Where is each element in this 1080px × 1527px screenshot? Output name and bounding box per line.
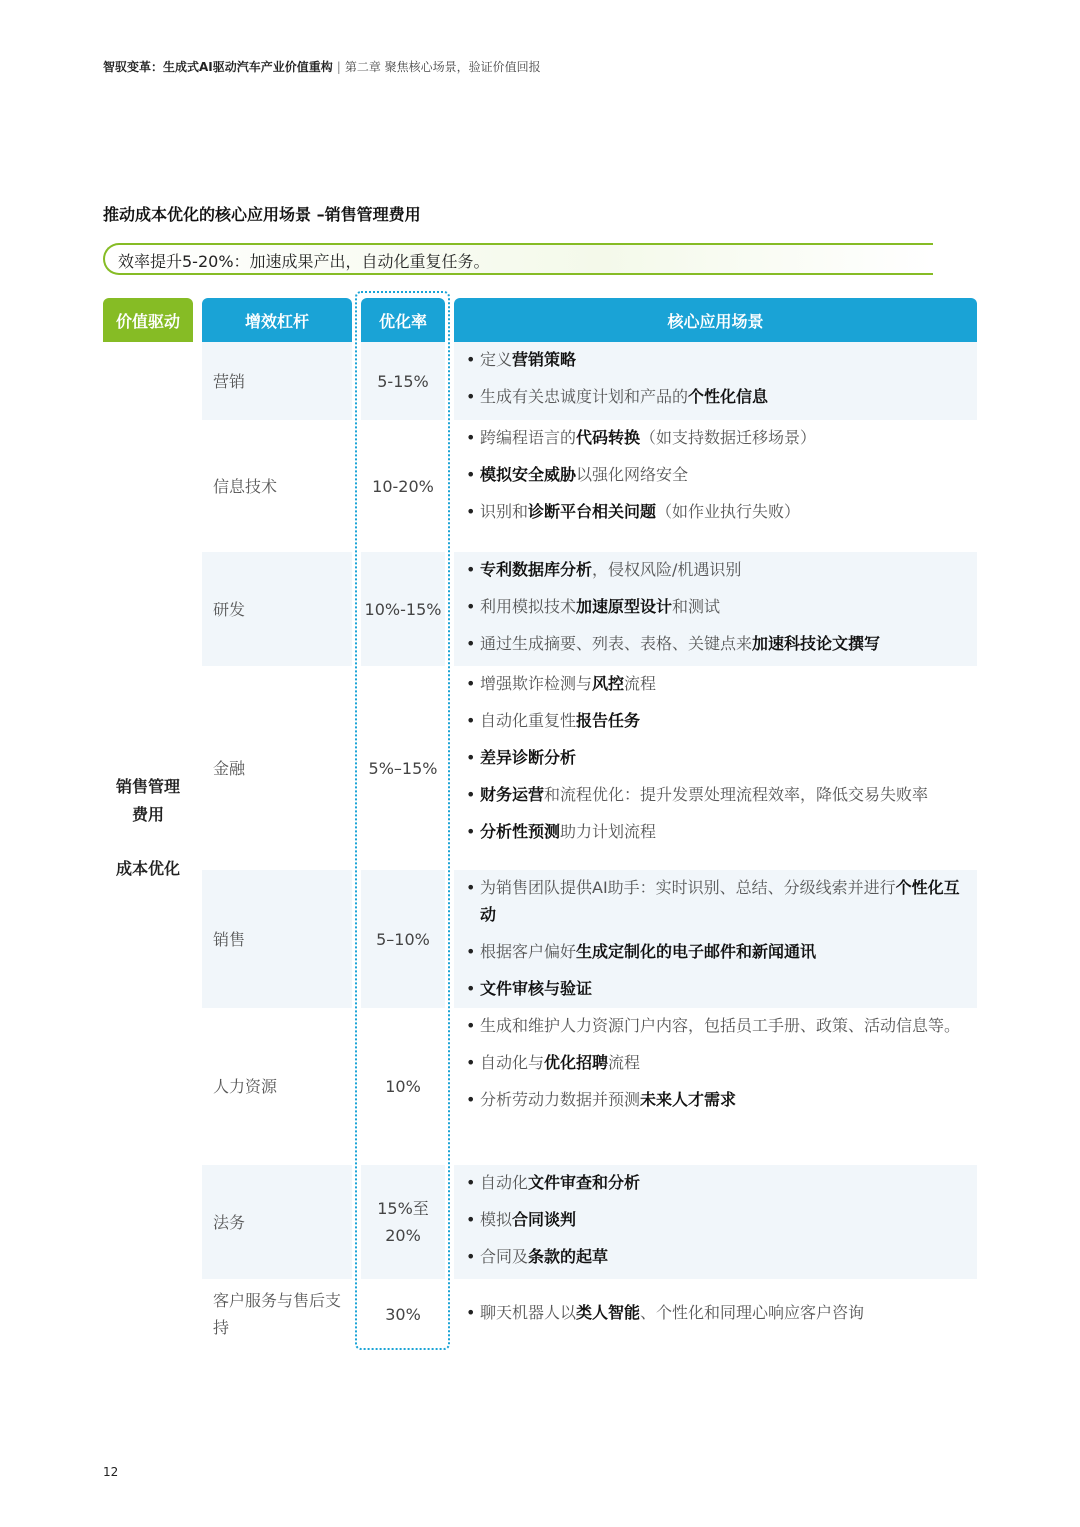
scenario-item <box>466 1299 967 1326</box>
scenario-item <box>466 818 967 845</box>
lever-cell: 法务 <box>202 1165 352 1279</box>
scenario-text: 模拟 <box>480 1210 513 1229</box>
scenario-highlight: 加速科技论文撰写 <box>752 634 881 653</box>
scenario-item <box>466 346 967 373</box>
scenario-text: 利用模拟技术 <box>480 597 577 616</box>
scenario-item <box>466 938 967 965</box>
scenario-highlight: 生成定制化的电子邮件和新闻通讯 <box>576 942 817 961</box>
scenario-highlight: 模拟安全威胁 <box>480 465 577 484</box>
value-driver-label-2: 费用 <box>131 805 164 824</box>
lever-cell: 金融 <box>213 758 246 778</box>
scenario-highlight: 诊断平台相关问题 <box>528 502 657 521</box>
scenario-highlight: 个性化信息 <box>688 387 769 406</box>
table-row <box>202 1279 977 1349</box>
scenario-text: 跨编程语言的 <box>480 428 577 447</box>
scenario-text-suffix: 和测试 <box>672 597 721 616</box>
scenario-text: 通过生成摘要、列表、表格、关键点来 <box>480 634 753 653</box>
scenario-cell <box>454 420 977 552</box>
scenario-text-suffix: 助力计划流程 <box>560 822 657 841</box>
scenario-cell <box>454 1279 977 1349</box>
lever-cell: 销售 <box>202 870 352 1008</box>
scenario-cell <box>454 870 977 1008</box>
rate-cell: 5-15% <box>361 342 445 420</box>
report-title: 智驭变革：生成式AI驱动汽车产业价值重构 <box>103 60 333 74</box>
scenario-text-suffix: 流程 <box>624 674 657 693</box>
value-driver-sub: 成本优化 <box>115 859 180 878</box>
scenario-text-suffix: 和流程优化：提升发票处理流程效率，降低交易失败率 <box>544 785 929 804</box>
scenario-item <box>466 498 967 525</box>
scenario-highlight: 加速原型设计 <box>576 597 673 616</box>
scenario-text-suffix: ，侵权风险/机遇识别 <box>592 560 742 579</box>
scenario-item <box>466 630 967 657</box>
scenario-text: 分析劳动力数据并预测 <box>480 1090 641 1109</box>
scenario-item <box>466 874 967 928</box>
rate-cell: 10-20% <box>372 476 434 496</box>
scenario-highlight: 条款的起草 <box>528 1247 609 1266</box>
scenario-text-suffix: （如作业执行失败） <box>656 502 801 521</box>
scenario-highlight: 合同谈判 <box>512 1210 577 1229</box>
scenario-highlight: 文件审核与验证 <box>480 979 593 998</box>
scenario-highlight: 报告任务 <box>576 711 641 730</box>
scenario-highlight: 文件审查和分析 <box>528 1173 641 1192</box>
scenario-text: 根据客户偏好 <box>480 942 577 961</box>
scenario-highlight: 分析性预测 <box>480 822 561 841</box>
lever-cell: 研发 <box>202 552 352 666</box>
scenario-item <box>466 383 967 410</box>
header-value-driver: 价值驱动 <box>103 298 193 342</box>
rate-cell: 5–10% <box>361 870 445 1008</box>
scenario-highlight: 差异诊断分析 <box>480 748 577 767</box>
scenario-cell <box>454 1008 977 1165</box>
scenario-text-suffix: 以强化网络安全 <box>576 465 689 484</box>
scenario-cell <box>454 666 977 870</box>
value-driver-label-1: 销售管理 <box>115 777 180 796</box>
scenario-item <box>466 1012 967 1039</box>
scenario-item <box>466 781 967 808</box>
scenario-text: 自动化与 <box>480 1053 545 1072</box>
scenario-highlight: 优化招聘 <box>544 1053 609 1072</box>
rate-cell: 15%至20% <box>361 1165 445 1279</box>
table-row <box>202 420 977 552</box>
scenario-item <box>466 1169 967 1196</box>
scenario-item <box>466 461 967 488</box>
table-row <box>202 870 977 1008</box>
lever-cell: 客户服务与售后支持 <box>213 1291 342 1337</box>
rate-cell: 10% <box>385 1077 421 1096</box>
scenario-item <box>466 1049 967 1076</box>
header-lever: 增效杠杆 <box>202 298 352 342</box>
table-row <box>202 342 977 420</box>
lever-cell: 信息技术 <box>213 476 278 496</box>
scenario-text-suffix: 流程 <box>608 1053 641 1072</box>
scenario-text: 增强欺诈检测与 <box>480 674 593 693</box>
scenario-text: 生成和维护人力资源门户内容，包括员工手册、政策、活动信息等。 <box>480 1016 961 1035</box>
scenario-item <box>466 1206 967 1233</box>
scenario-item <box>466 707 967 734</box>
scenario-highlight: 代码转换 <box>576 428 641 447</box>
scenario-highlight: 营销策略 <box>512 350 577 369</box>
scenario-cell <box>454 1165 977 1279</box>
scenario-text: 生成有关忠诚度计划和产品的 <box>480 387 689 406</box>
scenario-cell <box>454 342 977 420</box>
scenario-text: 自动化 <box>480 1173 529 1192</box>
scenario-highlight: 财务运营 <box>480 785 545 804</box>
scenario-text: 识别和 <box>480 502 529 521</box>
scenario-cell <box>454 552 977 666</box>
page-number: 12 <box>103 1465 119 1479</box>
scenario-text: 为销售团队提供AI助手：实时识别、总结、分级线索并进行 <box>480 878 896 897</box>
rate-cell: 30% <box>385 1304 421 1324</box>
scenario-item <box>466 744 967 771</box>
scenario-item <box>466 424 967 451</box>
scenario-text: 自动化重复性 <box>480 711 577 730</box>
scenario-highlight: 专利数据库分析 <box>480 560 593 579</box>
table-row <box>202 552 977 666</box>
lever-cell: 人力资源 <box>213 1077 278 1096</box>
table-row <box>202 1008 977 1165</box>
section-title: 推动成本优化的核心应用场景 –销售管理费用 <box>103 205 421 224</box>
chapter-title: 第二章 聚焦核心场景，验证价值回报 <box>344 60 541 74</box>
rate-cell: 10%-15% <box>361 552 445 666</box>
scenario-text-suffix: 、个性化和同理心响应客户咨询 <box>640 1303 865 1322</box>
scenario-item <box>466 670 967 697</box>
efficiency-banner: 效率提升5-20%：加速成果产出，自动化重复任务。 <box>103 243 933 275</box>
running-header <box>103 58 541 75</box>
table-row <box>202 666 977 870</box>
rate-cell: 5%–15% <box>368 758 438 778</box>
scenario-text: 合同及 <box>480 1247 529 1266</box>
scenario-highlight: 个性化互动 <box>480 878 960 924</box>
scenario-highlight: 类人智能 <box>576 1303 641 1322</box>
header-rate: 优化率 <box>361 298 445 342</box>
scenario-item <box>466 556 967 583</box>
scenario-highlight: 未来人才需求 <box>640 1090 737 1109</box>
table-row <box>202 1165 977 1279</box>
scenario-item <box>466 1086 967 1113</box>
scenario-text: 定义 <box>480 350 513 369</box>
lever-cell: 营销 <box>202 342 352 420</box>
scenario-item <box>466 1243 967 1270</box>
scenario-item <box>466 593 967 620</box>
value-driver-cell <box>103 342 193 1350</box>
header-separator: | <box>336 60 341 74</box>
scenario-item <box>466 975 967 1002</box>
scenario-text-suffix: （如支持数据迁移场景） <box>640 428 817 447</box>
scenario-text: 聊天机器人以 <box>480 1303 577 1322</box>
scenario-highlight: 风控 <box>592 674 625 693</box>
header-scenarios: 核心应用场景 <box>454 298 977 342</box>
